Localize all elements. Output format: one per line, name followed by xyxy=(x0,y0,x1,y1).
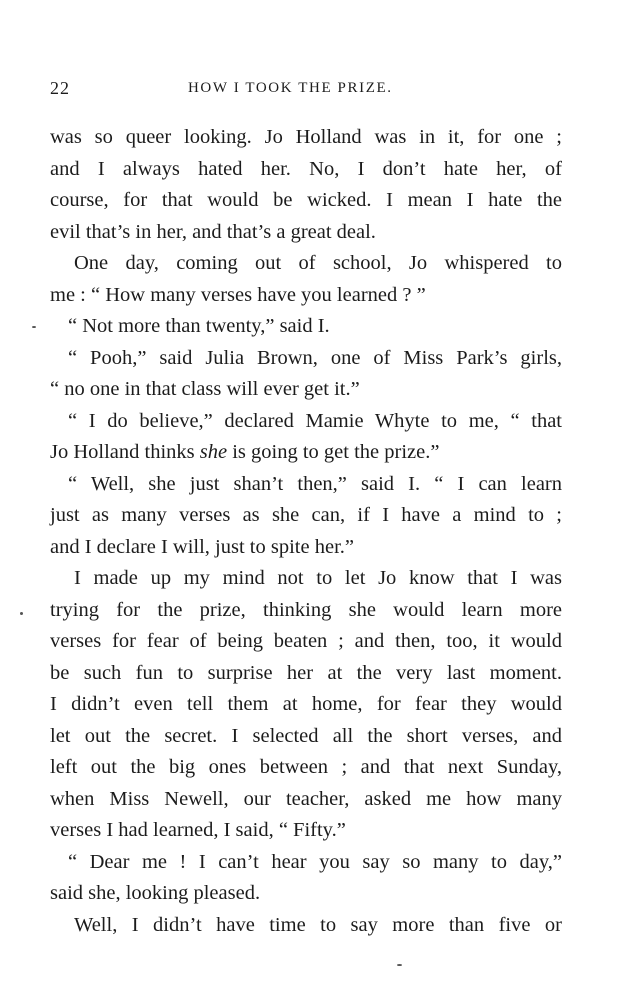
text-line xyxy=(50,437,562,469)
text-line: let out the secret. I selected all the short verses, and xyxy=(50,724,562,747)
text-line: “ Dear me ! I can’t hear you say so many to day,” xyxy=(68,850,562,873)
scan-speck xyxy=(20,612,23,615)
text-line: trying for the prize, thinking she would learn more xyxy=(50,598,562,621)
text-line: “ I do believe,” declared Mamie Whyte to me, “ that xyxy=(68,409,562,432)
text-line: verses I had learned, I said, “ Fifty.” xyxy=(50,819,346,841)
text-line: “ Pooh,” said Julia Brown, one of Miss Park’s girls, xyxy=(68,346,562,369)
text-line: course, for that would be wicked. I mean I hate the xyxy=(50,189,562,211)
text-line: One day, coming out of school, Jo whispered to xyxy=(74,252,562,274)
text-line: and I declare I will, just to spite her.” xyxy=(50,535,354,558)
running-head: HOW I TOOK THE PRIZE. xyxy=(188,80,393,96)
text-line: just as many verses as she can, if I have a mind to ; xyxy=(50,504,562,526)
scan-speck xyxy=(32,326,36,328)
text-segment: Jo Holland thinks xyxy=(50,441,200,463)
text-line: left out the big ones between ; and that next Sunday, xyxy=(50,756,562,778)
text-line: Well, I didn’t have time to say more than five or xyxy=(74,913,562,936)
text-line: “ no one in that class will ever get it.” xyxy=(50,378,360,400)
text-line: when Miss Newell, our teacher, asked me how many xyxy=(50,787,562,810)
text-line: verses for fear of being beaten ; and then, too, it would xyxy=(50,630,562,652)
page-number: 22 xyxy=(50,78,70,98)
body-text xyxy=(50,122,562,941)
text-line: be such fun to surprise her at the very last moment. xyxy=(50,661,562,684)
text-line: “ Not more than twenty,” said I. xyxy=(68,315,330,337)
page-header xyxy=(50,78,562,106)
text-segment: is going to get the prize.” xyxy=(227,441,440,463)
italic-word: she xyxy=(199,441,228,463)
text-line: I didn’t even tell them at home, for fear they would xyxy=(50,693,562,715)
text-line: me : “ How many verses have you learned ? ” xyxy=(50,283,426,306)
text-line: was so queer looking. Jo Holland was in it, for one ; xyxy=(50,126,562,148)
scan-speck xyxy=(397,964,402,966)
text-line: and I always hated her. No, I don’t hate her, of xyxy=(50,157,562,180)
text-line: I made up my mind not to let Jo know that I was xyxy=(74,567,562,589)
text-line: “ Well, she just shan’t then,” said I. “ I can learn xyxy=(68,472,562,495)
text-line: said she, looking pleased. xyxy=(50,882,261,904)
text-line: evil that’s in her, and that’s a great deal. xyxy=(50,220,376,243)
